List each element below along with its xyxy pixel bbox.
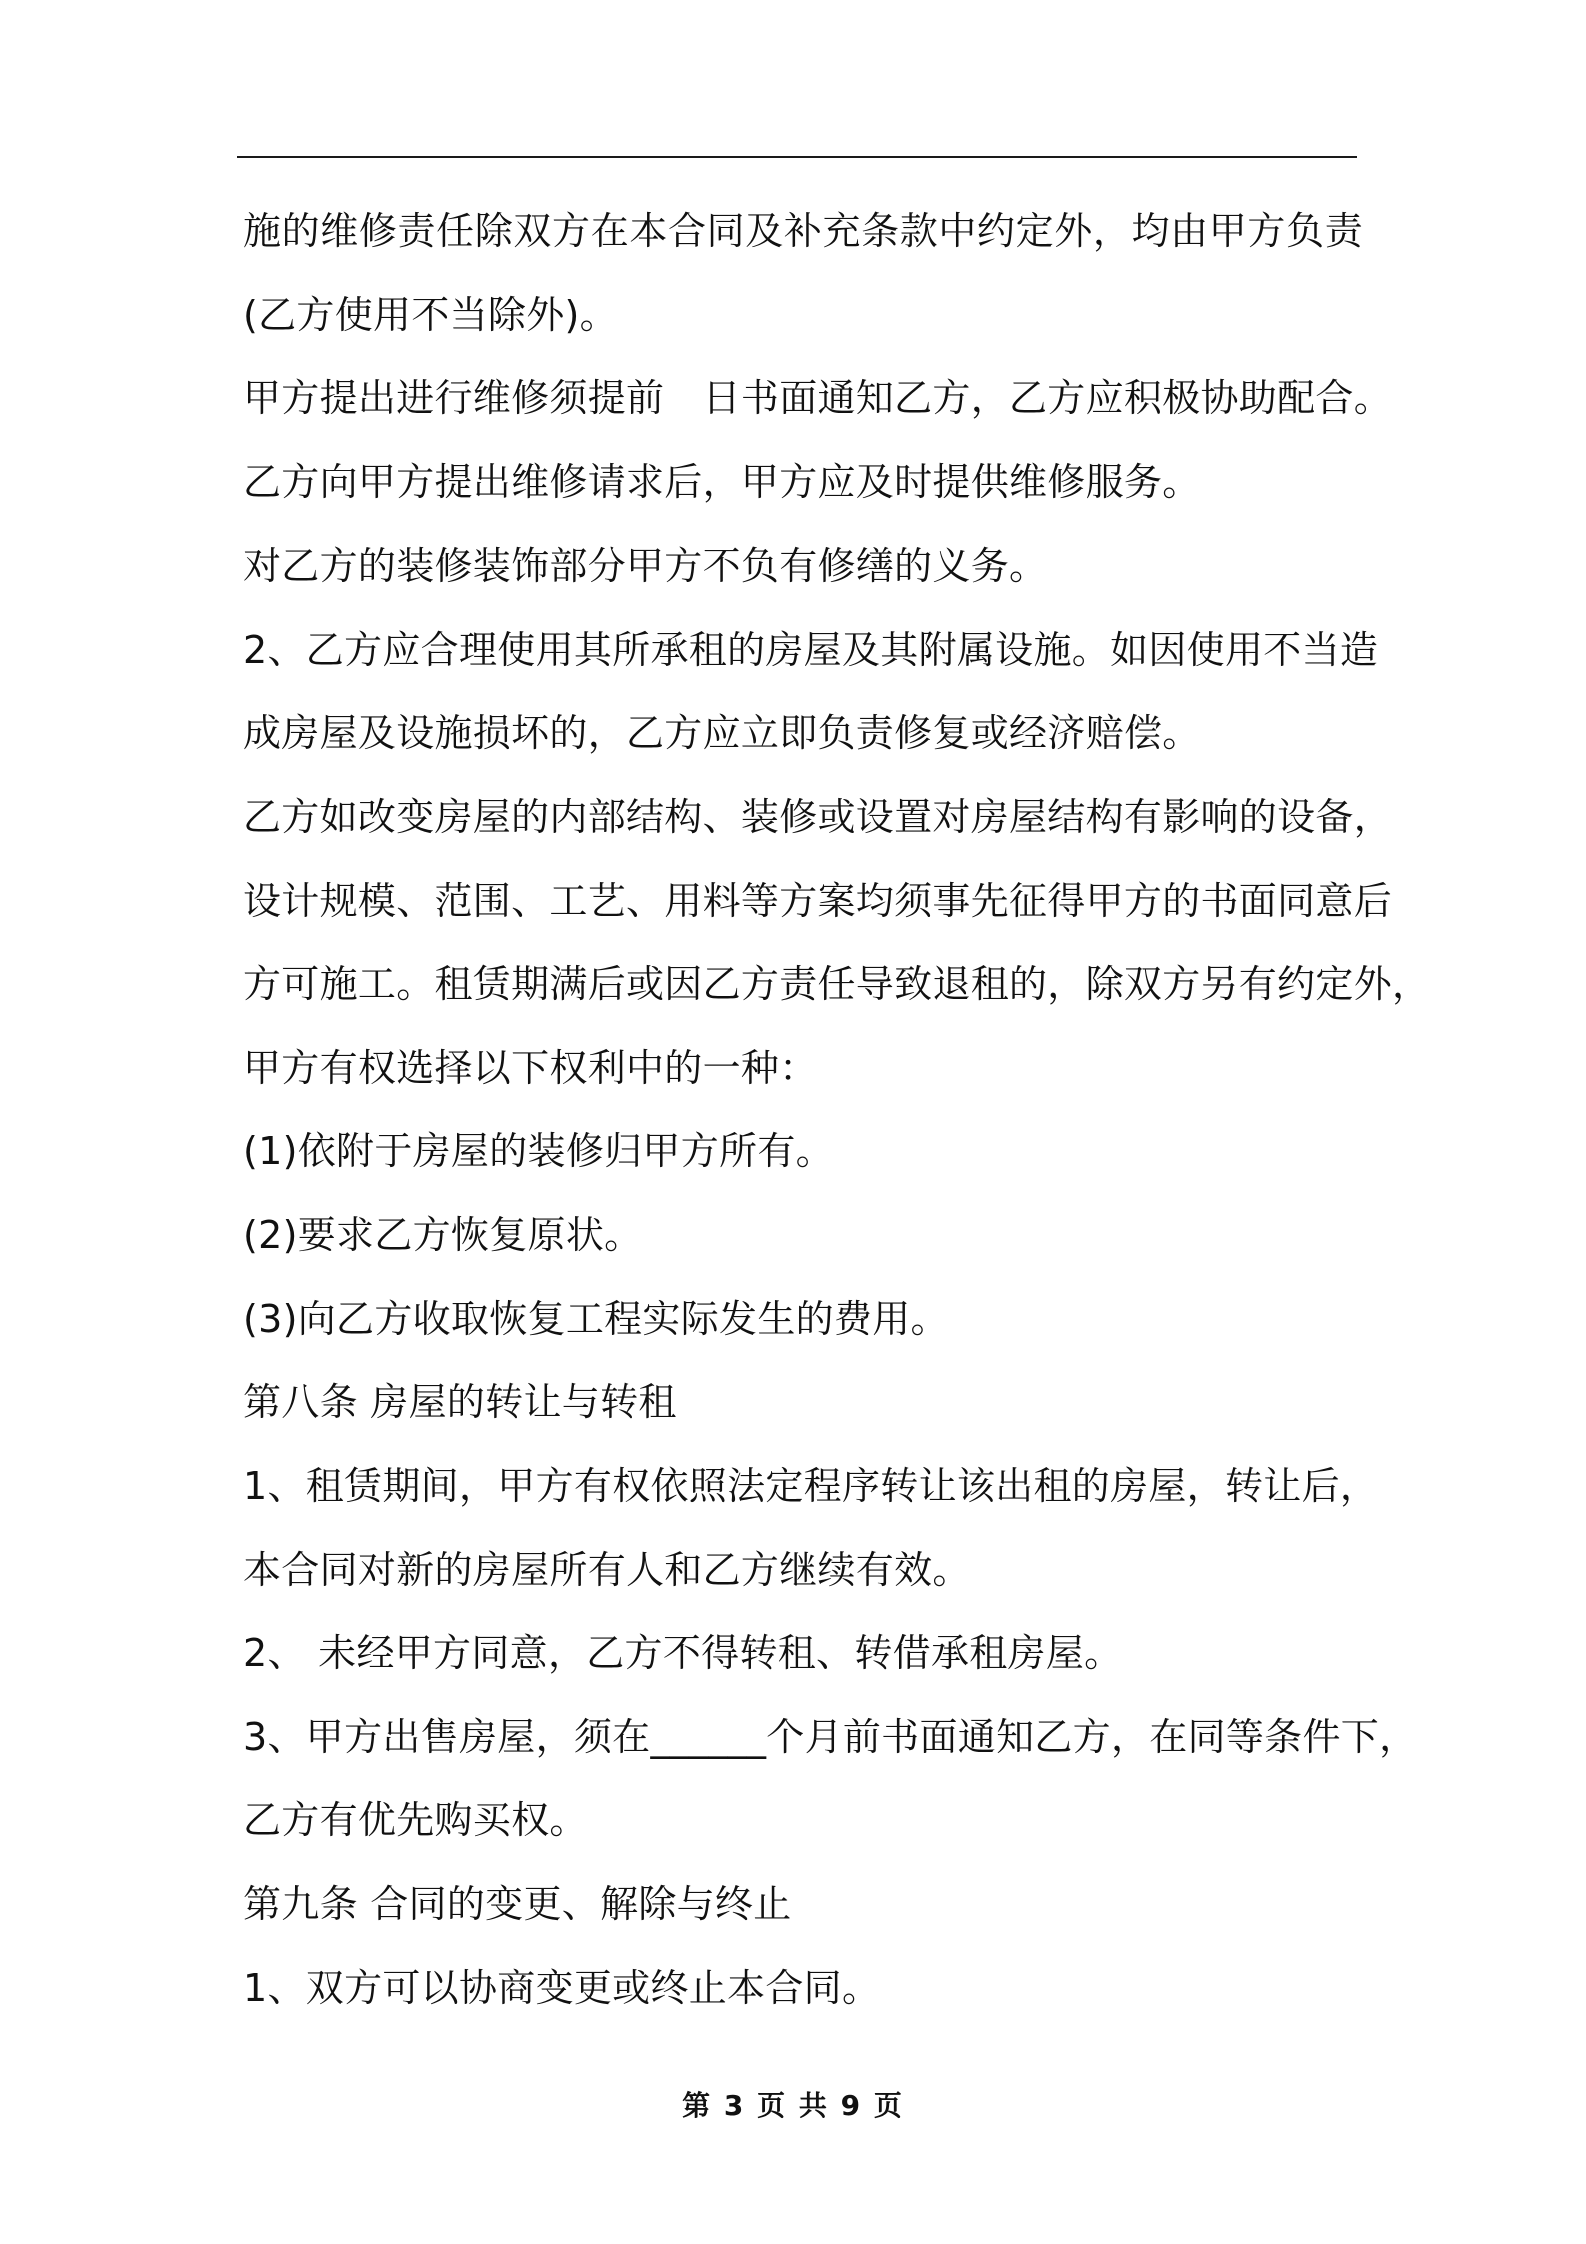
text-line: (3)向乙方收取恢复工程实际发生的费用。: [243, 1297, 949, 1341]
text-line: 1、双方可以协商变更或终止本合同。: [243, 1966, 881, 2010]
text-line: 方可施工。租赁期满后或因乙方责任导致退租的，除双方另有约定外，: [243, 962, 1431, 1006]
text-line: 2、乙方应合理使用其所承租的房屋及其附属设施。如因使用不当造: [243, 628, 1379, 672]
text-line: 本合同对新的房屋所有人和乙方继续有效。: [243, 1548, 971, 1592]
text-line: 乙方向甲方提出维修请求后，甲方应及时提供维修服务。: [243, 460, 1201, 504]
text-line: 2、 未经甲方同意，乙方不得转租、转借承租房屋。: [243, 1631, 1123, 1675]
text-line: 对乙方的装修装饰部分甲方不负有修缮的义务。: [243, 544, 1048, 588]
text-line: 设计规模、范围、工艺、用料等方案均须事先征得甲方的书面同意后: [243, 879, 1393, 923]
text-line: 乙方如改变房屋的内部结构、装修或设置对房屋结构有影响的设备，: [243, 795, 1393, 839]
text-line: 甲方有权选择以下权利中的一种：: [243, 1046, 818, 1090]
text-line: 乙方有优先购买权。: [243, 1798, 588, 1842]
document-body: [243, 0, 1431, 2244]
text-line: (2)要求乙方恢复原状。: [243, 1213, 643, 1257]
text-line: (乙方使用不当除外)。: [243, 293, 618, 337]
section-heading: 第八条 房屋的转让与转租: [243, 1380, 677, 1424]
text-line: 成房屋及设施损坏的，乙方应立即负责修复或经济赔偿。: [243, 711, 1201, 755]
section-heading: 第九条 合同的变更、解除与终止: [243, 1882, 792, 1926]
text-line: 甲方提出进行维修须提前 日书面通知乙方，乙方应积极协助配合。: [243, 376, 1393, 420]
text-line: 1、租赁期间，甲方有权依照法定程序转让该出租的房屋，转让后，: [243, 1464, 1379, 1508]
page-number-footer: 第 3 页 共 9 页: [682, 2089, 904, 2122]
text-line: (1)依附于房屋的装修归甲方所有。: [243, 1129, 834, 1173]
text-line: 3、甲方出售房屋，须在______个月前书面通知乙方，在同等条件下，: [243, 1715, 1418, 1759]
text-line: 施的维修责任除双方在本合同及补充条款中约定外，均由甲方负责: [243, 209, 1363, 253]
